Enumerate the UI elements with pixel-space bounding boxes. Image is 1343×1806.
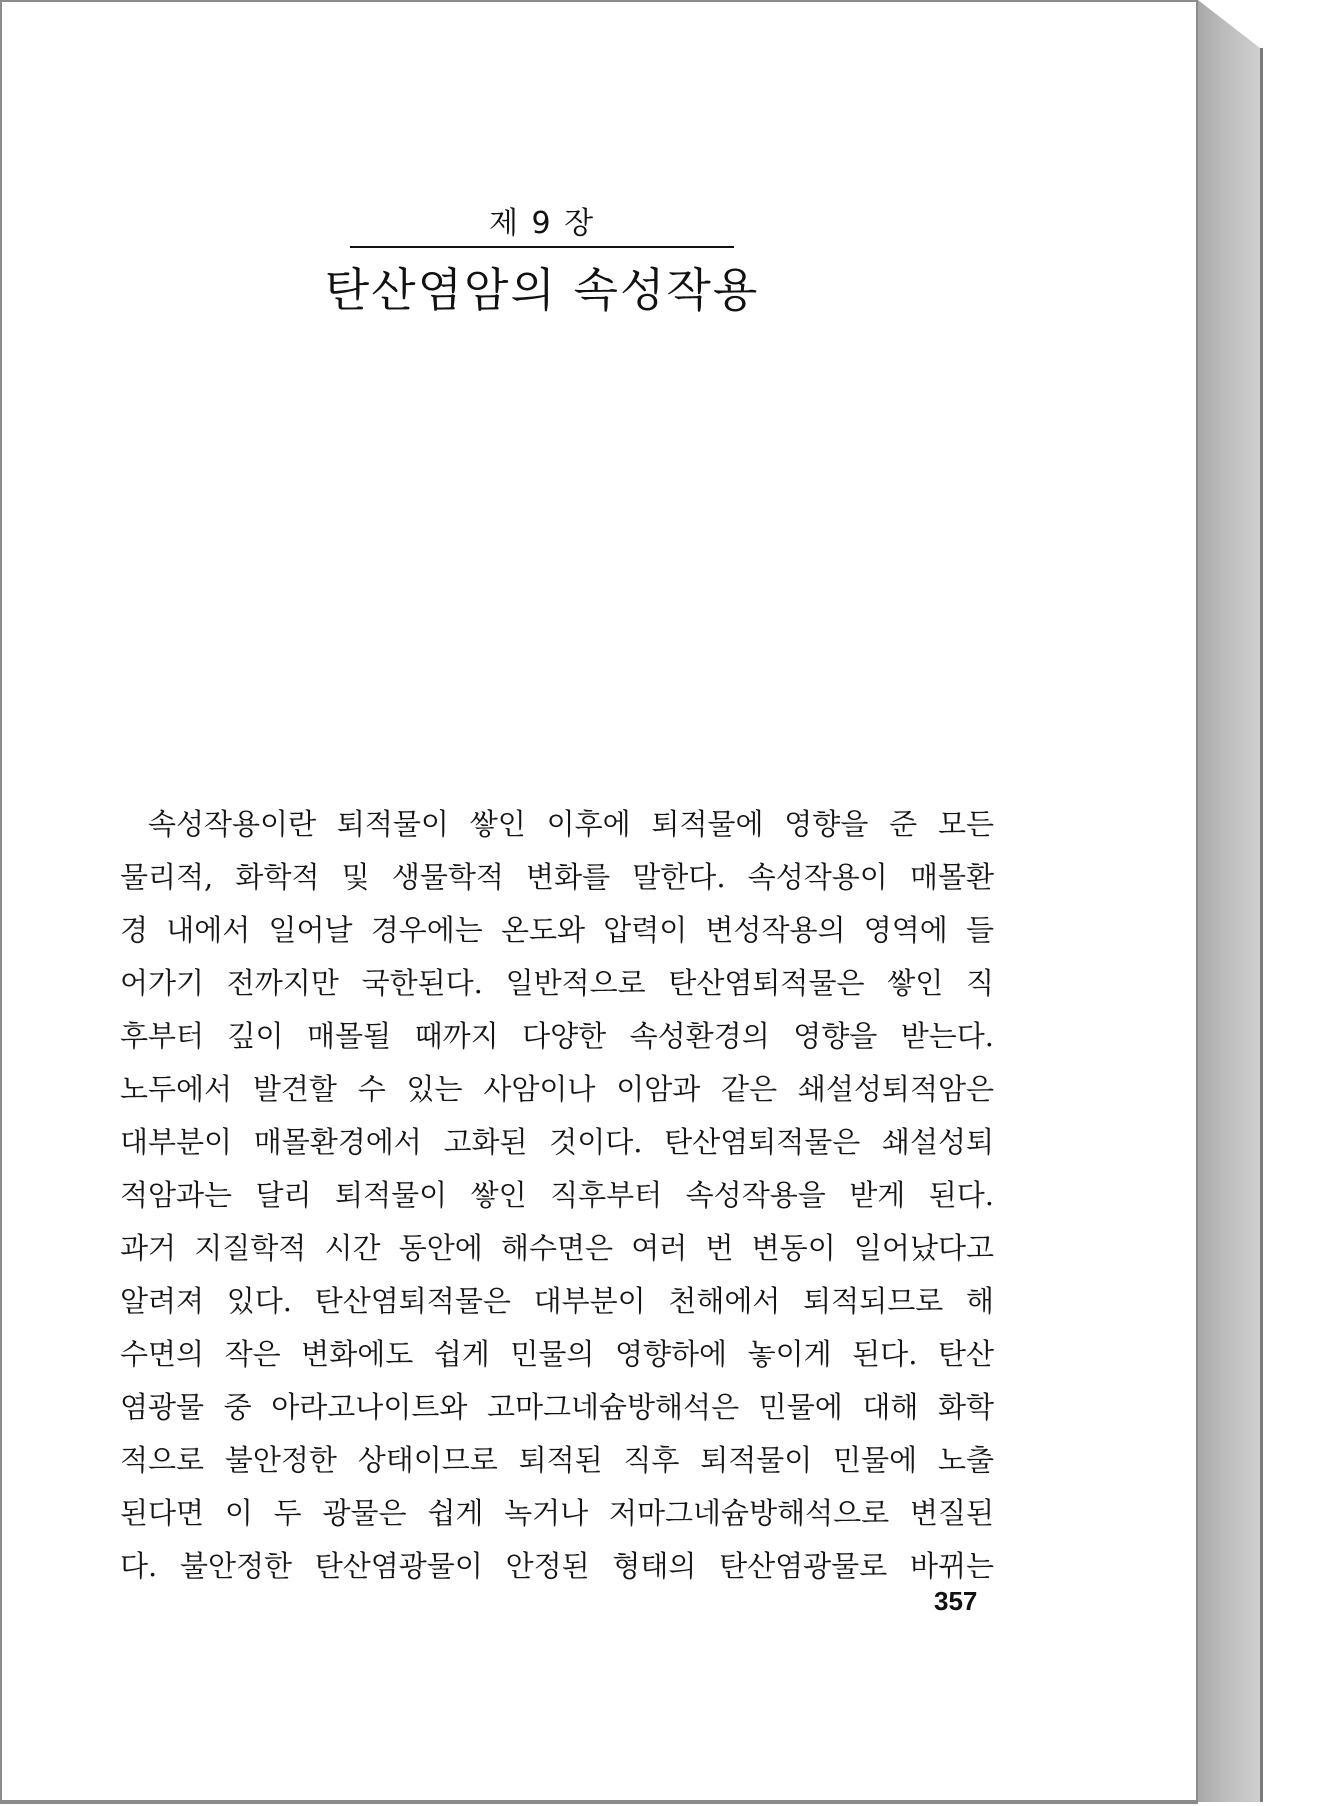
text-line: 된다면 이 두 광물은 쉽게 녹거나 저마그네슘방해석으로 변질된: [120, 1496, 994, 1530]
text-line: 적으로 불안정한 상태이므로 퇴적된 직후 퇴적물이 민물에 노출: [120, 1443, 994, 1477]
text-line: 염광물 중 아라고나이트와 고마그네슘방해석은 민물에 대해 화학: [120, 1390, 994, 1424]
text-line: 경 내에서 일어날 경우에는 온도와 압력이 변성작용의 영역에 들: [120, 913, 994, 947]
body-paragraph: [120, 798, 994, 1593]
text-line: 수면의 작은 변화에도 쉽게 민물의 영향하에 놓이게 된다. 탄산: [120, 1337, 994, 1371]
text-line: 속성작용이란 퇴적물이 쌓인 이후에 퇴적물에 영향을 준 모든: [148, 807, 994, 841]
text-line: 알려져 있다. 탄산염퇴적물은 대부분이 천해에서 퇴적되므로 해: [120, 1284, 994, 1318]
page-number: 357: [934, 1586, 978, 1616]
title-divider: [350, 246, 734, 248]
text-line: 물리적, 화학적 및 생물학적 변화를 말한다. 속성작용이 매몰환: [120, 860, 994, 894]
text-line: 과거 지질학적 시간 동안에 해수면은 여러 번 변동이 일어났다고: [120, 1231, 994, 1265]
text-line: 적암과는 달리 퇴적물이 쌓인 직후부터 속성작용을 받게 된다.: [120, 1178, 994, 1212]
text-line: 대부분이 매몰환경에서 고화된 것이다. 탄산염퇴적물은 쇄설성퇴: [120, 1125, 994, 1159]
chapter-number: 제 9 장: [488, 206, 596, 241]
text-line: 후부터 깊이 매몰될 때까지 다양한 속성환경의 영향을 받는다.: [120, 1019, 994, 1053]
text-line: 다. 불안정한 탄산염광물이 안정된 형태의 탄산염광물로 바뀌는: [120, 1549, 994, 1583]
page-bottom-edge: [0, 1800, 1198, 1804]
book-edge-shadow: [1260, 48, 1263, 1802]
text-line: 어가기 전까지만 국한된다. 일반적으로 탄산염퇴적물은 쌓인 직: [120, 966, 994, 1000]
text-line: 노두에서 발견할 수 있는 사암이나 이암과 같은 쇄설성퇴적암은: [120, 1072, 994, 1106]
chapter-title: 탄산염암의 속성작용: [324, 263, 760, 317]
book-edge: [1198, 0, 1260, 1802]
